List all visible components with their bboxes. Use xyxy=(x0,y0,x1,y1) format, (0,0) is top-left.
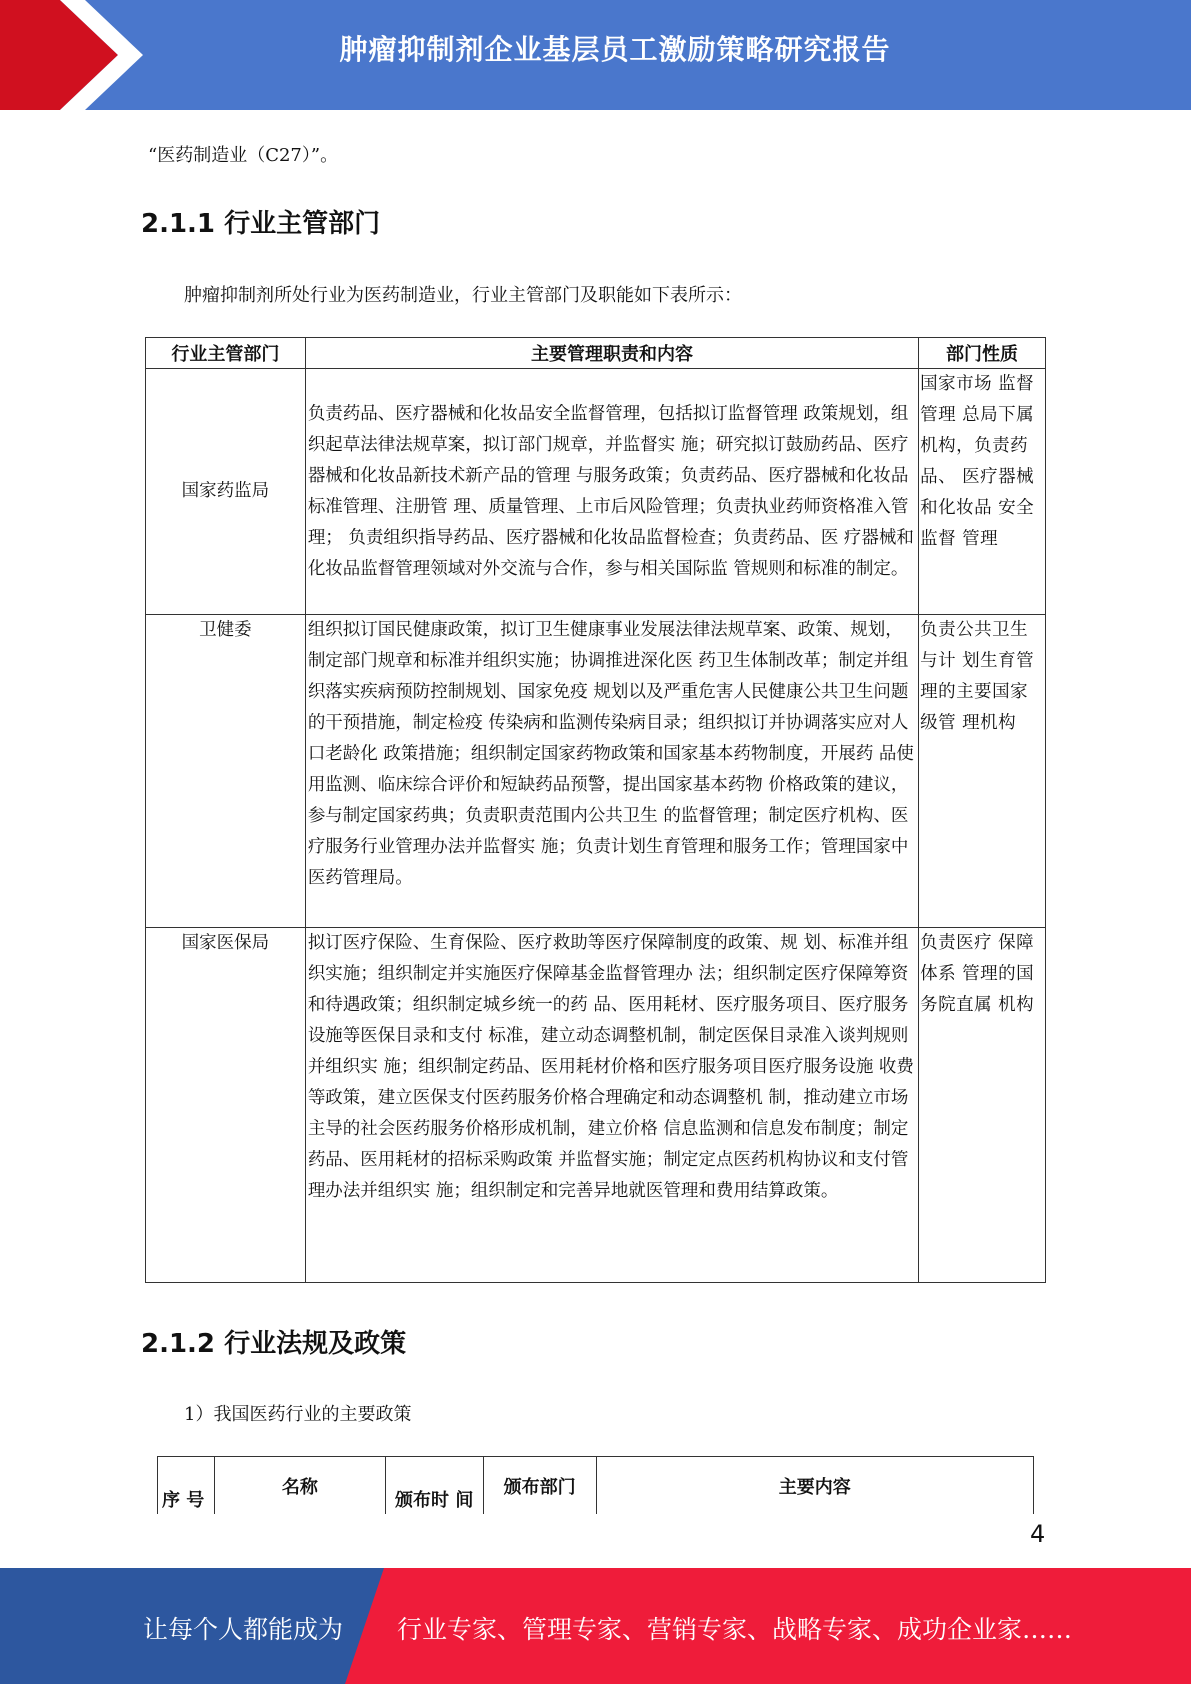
policy-table-header-row xyxy=(158,1457,1034,1515)
col-header-date: 颁布时 间 xyxy=(385,1457,483,1515)
col-header-seq: 序 号 xyxy=(158,1457,215,1515)
table-row xyxy=(146,369,1046,615)
table-header-row xyxy=(146,338,1046,369)
table-row xyxy=(146,615,1046,928)
nature-cell: 负责公共卫生与计 划生育管 理的主要国家级管 理机构 xyxy=(919,615,1046,928)
footer-slogan-left: 让每个人都能成为 xyxy=(143,1615,344,1644)
header-banner xyxy=(0,0,1191,110)
nature-cell: 国家市场 监督管理 总局下属 机构，负责药品、 医疗器械 和化妆品 安全监督 管理 xyxy=(919,369,1046,615)
col-header-nature: 部门性质 xyxy=(919,338,1046,369)
department-table xyxy=(145,337,1046,1283)
col-header-issuer: 颁布部门 xyxy=(483,1457,596,1515)
dept-cell: 卫健委 xyxy=(146,615,306,928)
section-heading-2-1-2: 2.1.2 行业法规及政策 xyxy=(141,1329,407,1359)
duties-cell: 负责药品、医疗器械和化妆品安全监督管理，包括拟订监督管理 政策规划，组织起草法律法规草案，拟订部门规章，并监督实 施；研究拟订鼓励药品、医疗器械和化妆品新技术新产品的管理 与服务政策；负责药品、医疗器械和化妆品标准管理、注册管 理、质量管理、上市后风险管理；负责执业药师资格准入管理； 负责组织指导药品、医疗器械和化妆品监督检查；负责药品、医 疗器械和化妆品监督管理领域对外交流与合作，参与相关国际监 管规则和标准的制定。 xyxy=(305,369,918,615)
col-header-duties: 主要管理职责和内容 xyxy=(305,338,918,369)
col-header-content: 主要内容 xyxy=(596,1457,1033,1515)
header-arrow-decoration xyxy=(0,0,150,110)
page-number: 4 xyxy=(1030,1520,1046,1548)
intro-line: “医药制造业（C27）”。 xyxy=(148,145,339,166)
nature-cell: 负责医疗 保障体系 管理的国 务院直属 机构 xyxy=(919,928,1046,1283)
section-paragraph: 肿瘤抑制剂所处行业为医药制造业，行业主管部门及职能如下表所示： xyxy=(184,285,742,306)
report-title: 肿瘤抑制剂企业基层员工激励策略研究报告 xyxy=(339,33,891,66)
dept-cell: 国家药监局 xyxy=(146,369,306,615)
col-header-dept: 行业主管部门 xyxy=(146,338,306,369)
section-heading-2-1-1: 2.1.1 行业主管部门 xyxy=(141,209,381,239)
footer-slogan-right: 行业专家、管理专家、营销专家、战略专家、成功企业家…… xyxy=(397,1615,1073,1644)
dept-cell: 国家医保局 xyxy=(146,928,306,1283)
duties-cell: 组织拟订国民健康政策，拟订卫生健康事业发展法律法规草案、政策、规划，制定部门规章和标准并组织实施；协调推进深化医 药卫生体制改革；制定并组织落实疾病预防控制规划、国家免疫 规划以及严重危害人民健康公共卫生问题的干预措施，制定检疫 传染病和监测传染病目录；组织拟订并协调落实应对人口老龄化 政策措施；组织制定国家药物政策和国家基本药物制度，开展药 品使用监测、临床综合评价和短缺药品预警，提出国家基本药物 价格政策的建议，参与制定国家药典；负责职责范围内公共卫生 的监督管理；制定医疗机构、医疗服务行业管理办法并监督实 施；负责计划生育管理和服务工作；管理国家中医药管理局。 xyxy=(305,615,918,928)
table-row xyxy=(146,928,1046,1283)
duties-cell: 拟订医疗保险、生育保险、医疗救助等医疗保障制度的政策、规 划、标准并组织实施；组织制定并实施医疗保障基金监督管理办 法；组织制定医疗保障筹资和待遇政策；组织制定城乡统一的药 品、医用耗材、医疗服务项目、医疗服务设施等医保目录和支付 标准，建立动态调整机制，制定医保目录准入谈判规则并组织实 施；组织制定药品、医用耗材价格和医疗服务项目医疗服务设施 收费等政策，建立医保支付医药服务价格合理确定和动态调整机 制，推动建立市场主导的社会医药服务价格形成机制，建立价格 信息监测和信息发布制度；制定药品、医用耗材的招标采购政策 并监督实施；制定定点医药机构协议和支付管理办法并组织实 施；组织制定和完善异地就医管理和费用结算政策。 xyxy=(305,928,918,1283)
policy-subheading: 1）我国医药行业的主要政策 xyxy=(184,1404,412,1425)
col-header-name: 名称 xyxy=(214,1457,385,1515)
policy-table xyxy=(157,1456,1034,1514)
